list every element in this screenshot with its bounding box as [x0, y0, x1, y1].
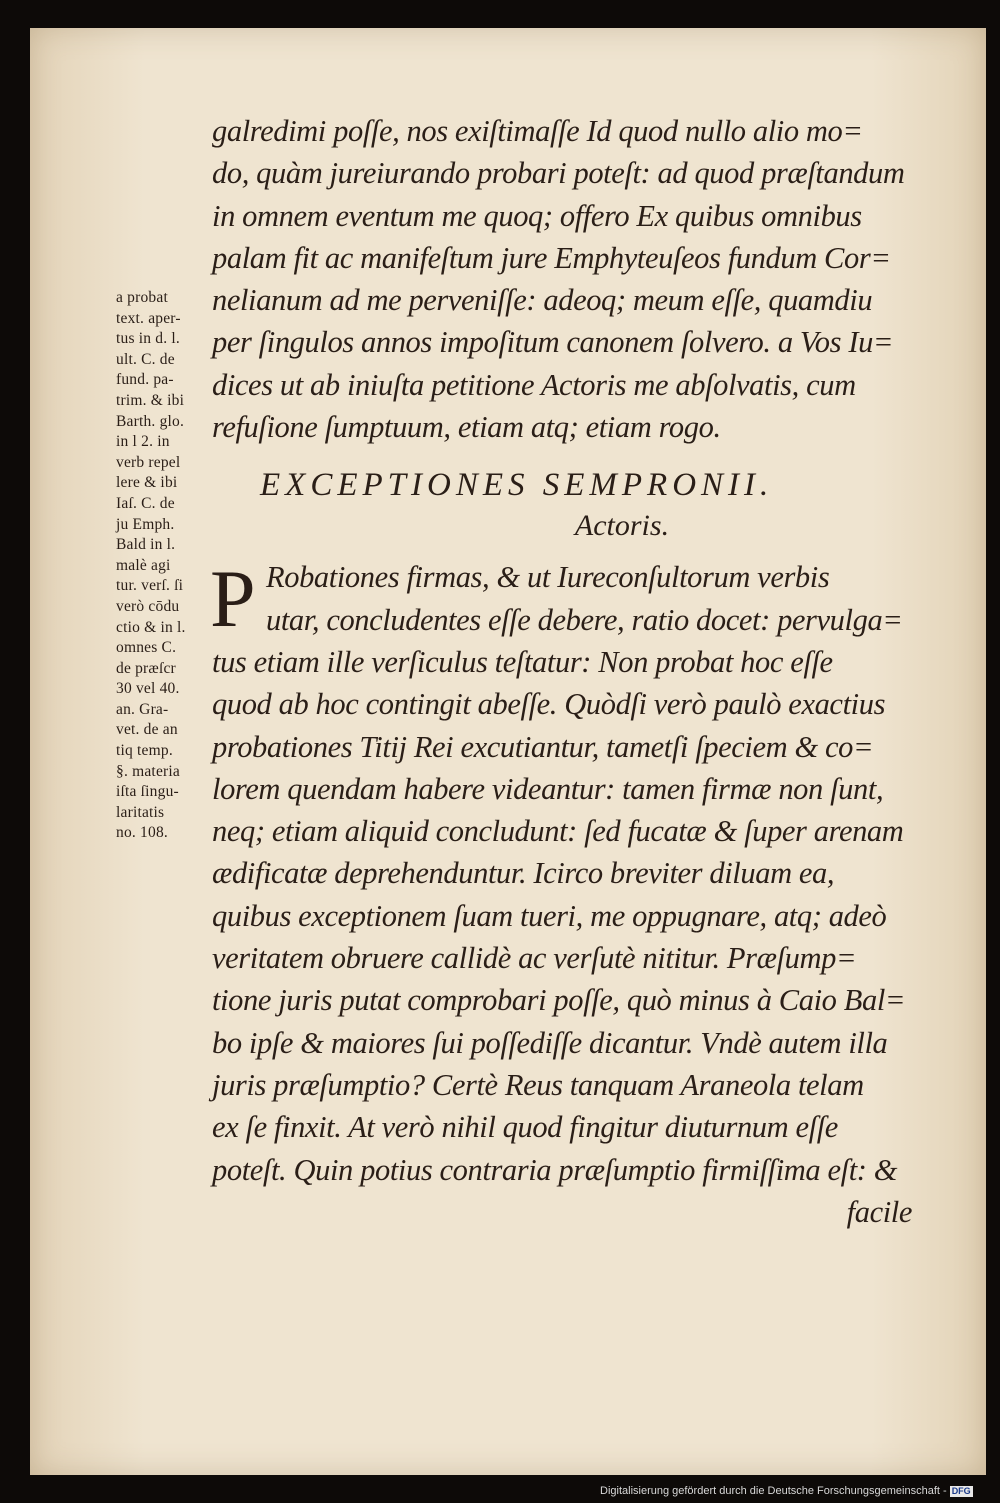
marginal-note	[116, 288, 212, 844]
margin-line: tur. verſ. ſi	[116, 577, 184, 595]
body-line: palam fit ac manifeſtum jure Emphyteuſeos fundum Cor=	[212, 240, 891, 275]
body-text-block	[212, 110, 932, 448]
para-line: Robationes firmas, & ut Iureconſultorum verbis	[266, 560, 830, 595]
para-line: tione juris putat comprobari poſſe, quò minus à Caio Bal=	[212, 983, 906, 1018]
margin-line: laritatis	[116, 803, 165, 821]
para-line: quibus exceptionem ſuam tueri, me oppugnare, atq; adeò	[212, 898, 887, 933]
margin-line: ult. C. de	[116, 350, 175, 368]
margin-line: Iaſ. C. de	[116, 494, 175, 512]
dfg-logo: DFG	[951, 1486, 971, 1496]
section-heading: EXCEPTIONES SEMPRONII.	[260, 467, 774, 504]
margin-line: a probat	[116, 289, 168, 306]
body-line: refuſione ſumptuum, etiam atq; etiam rogo.	[212, 410, 721, 445]
margin-line: an. Gra-	[116, 700, 169, 718]
margin-line: tus in d. l.	[116, 330, 180, 348]
margin-line: text. aper-	[116, 309, 181, 327]
margin-line: ju Emph.	[116, 515, 175, 533]
margin-line: ctio & in l.	[116, 618, 186, 636]
margin-line: vet. de an	[116, 721, 178, 739]
margin-line: lere & ibi	[116, 474, 178, 492]
para-line: quod ab hoc contingit abeſſe. Quòdſi verò paulò exactius	[212, 687, 886, 722]
margin-line: Barth. glo.	[116, 412, 185, 430]
para-line: ex ſe finxit. At verò nihil quod fingitur diuturnum eſſe	[212, 1110, 838, 1145]
main-text	[212, 110, 932, 1233]
para-line: bo ipſe & maiores ſui poſſediſſe dicantur. Vndè autem illa	[212, 1025, 888, 1060]
body-line: galredimi poſſe, nos exiſtimaſſe Id quod nullo alio mo=	[212, 114, 863, 148]
margin-line: verò cōdu	[116, 597, 180, 615]
para-line: lorem quendam habere videantur: tamen firmæ non ſunt,	[212, 771, 884, 806]
catchword: facile	[846, 1194, 912, 1229]
para-line: tus etiam ille verſiculus teſtatur: Non probat hoc eſſe	[212, 644, 833, 679]
para-line: veritatem obruere callidè ac verſutè nititur. Præſump=	[212, 941, 857, 976]
margin-line: malè agi	[116, 556, 171, 574]
digitization-footer	[600, 1484, 990, 1498]
margin-line: no. 108.	[116, 824, 168, 842]
margin-line: omnes C.	[116, 639, 177, 657]
para-line: probationes Titij Rei excutiantur, tametſi ſpeciem & co=	[212, 729, 874, 764]
margin-line: fund. pa-	[116, 371, 174, 389]
margin-line: §. materia	[116, 762, 180, 780]
body-line: dices ut ab iniuſta petitione Actoris me abſolvatis, cum	[212, 367, 856, 402]
margin-line: verb repel	[116, 453, 181, 471]
margin-line: iſta ſingu-	[116, 783, 179, 801]
margin-line: trim. & ibi	[116, 391, 185, 409]
para-line: poteſt. Quin potius contraria præſumptio firmiſſima eſt: &	[212, 1152, 898, 1187]
para-line: neq; etiam aliquid concludunt: ſed fucatæ & ſuper arenam	[212, 814, 904, 849]
margin-line: de præſcr	[116, 659, 176, 677]
body-line: in omnem eventum me quoq; offero Ex quibus omnibus	[212, 198, 862, 233]
para-line: ædificatæ deprehenduntur. Icirco breviter diluam ea,	[212, 856, 835, 891]
margin-line: tiq temp.	[116, 742, 173, 760]
body-line: do, quàm jureiurando probari poteſt: ad quod præſtandum	[212, 156, 905, 191]
body-line: nelianum ad me perveniſſe: adeoq; meum eſſe, quamdiu	[212, 283, 873, 318]
margin-line: 30 vel 40.	[116, 680, 180, 698]
margin-line: Bald in l.	[116, 536, 176, 554]
footer-text: Digitalisierung gefördert durch die Deutsche Forschungsgemeinschaft -	[600, 1485, 947, 1497]
margin-line: in l 2. in	[116, 433, 170, 451]
drop-cap: P	[210, 553, 256, 645]
para-line: juris præſumptio? Certè Reus tanquam Araneola telam	[212, 1067, 864, 1102]
body-line: per ſingulos annos impoſitum canonem ſolvero. a Vos Iu=	[212, 325, 894, 360]
para-line: utar, concludentes eſſe debere, ratio docet: pervulga=	[266, 602, 903, 637]
paragraph	[210, 553, 932, 1233]
section-subheading: Actoris.	[574, 509, 670, 543]
